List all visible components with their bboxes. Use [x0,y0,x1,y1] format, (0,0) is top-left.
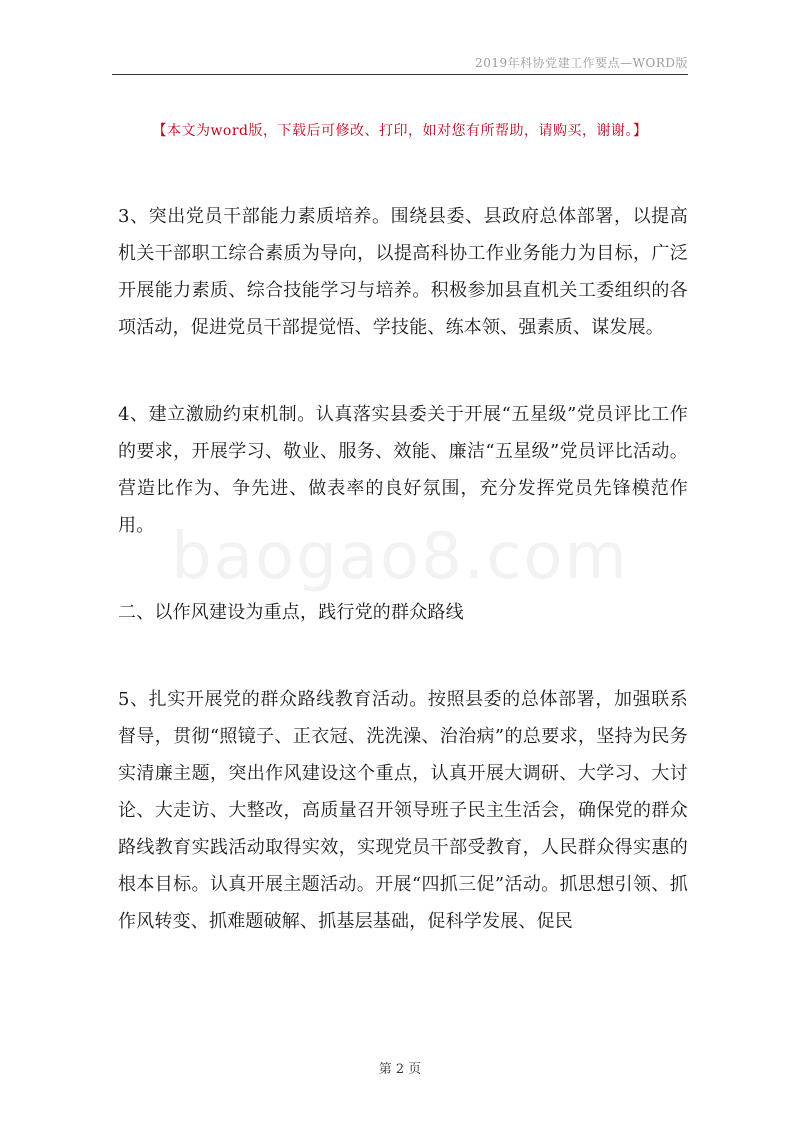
paragraph-5: 5、扎实开展党的群众路线教育活动。按照县委的总体部署，加强联系督导，贯彻“照镜子、正衣冠、洗洗澡、治治病”的总要求，坚持为民务实清廉主题，突出作风建设这个重点，认真开展大调研、大学习、大讨论、大走访、大整改，高质量召开领导班子民主生活会，确保党的群众路线教育实践活动取得实效，实现党员干部受教育，人民群众得实惠的根本目标。认真开展主题活动。开展“四抓三促”活动。抓思想引领、抓作风转变、抓难题破解、抓基层基础，促科学发展、促民 [118,689,688,932]
page-number: 第 2 页 [378,1062,422,1077]
section-heading-2: 二、以作风建设为重点，践行党的群众路线 [118,602,464,623]
purchase-notice: 【本文为word版，下载后可修改、打印，如对您有所帮助，请购买，谢谢。】 [152,123,648,139]
paragraph-3: 3、突出党员干部能力素质培养。围绕县委、县政府总体部署，以提高机关干部职工综合素质为导向，以提高科协工作业务能力为目标，广泛开展能力素质、综合技能学习与培养。积极参加县直机关工委组织的各项活动，促进党员干部提觉悟、学技能、练本领、强素质、谋发展。 [118,206,688,338]
header-title: 2019年科协党建工作要点—WORD版 [475,56,688,70]
watermark: baogao8.com [171,520,629,594]
page-header [112,52,688,75]
paragraph-4: 4、建立激励约束机制。认真落实县委关于开展“五星级”党员评比工作的要求，开展学习、敬业、服务、效能、廉洁“五星级”党员评比活动。营造比作为、争先进、做表率的良好氛围，充分发挥党员先锋模范作用。 [118,404,688,536]
document-body [118,198,688,990]
